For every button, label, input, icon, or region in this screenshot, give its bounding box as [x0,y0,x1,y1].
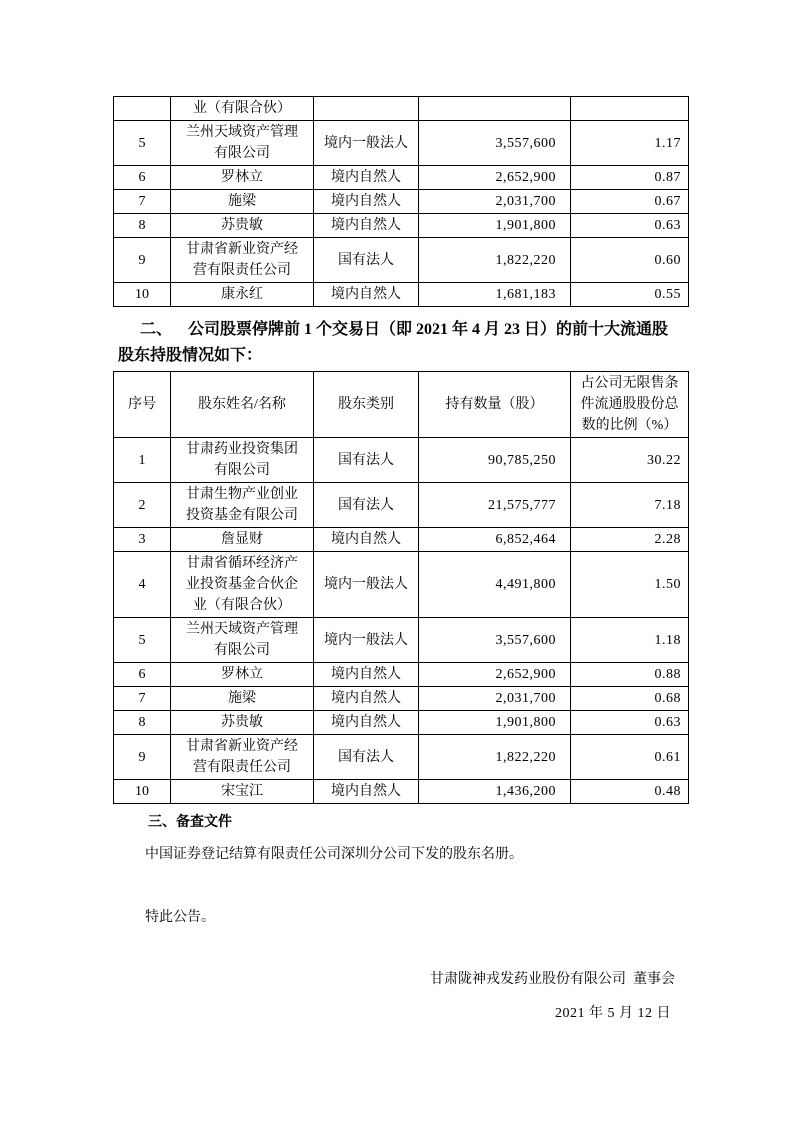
shareholder-shares: 1,901,800 [419,711,571,735]
shareholder-no: 6 [114,166,171,190]
shareholder-name: 业（有限合伙） [171,97,314,121]
shareholder-type: 境内自然人 [314,780,419,804]
shareholder-no [114,97,171,121]
shareholder-no: 5 [114,618,171,663]
shareholder-name: 甘肃省循环经济产业投资基金合伙企业（有限合伙） [171,552,314,618]
shareholder-name: 施梁 [171,190,314,214]
table-row [114,618,689,663]
header-row [114,372,689,438]
shareholder-no: 9 [114,238,171,283]
shareholder-shares: 4,491,800 [419,552,571,618]
shareholder-shares: 1,901,800 [419,214,571,238]
table-row [114,283,689,307]
table-row [114,780,689,804]
shareholder-ratio: 1.17 [571,121,689,166]
holders-table-pre-suspension-body [114,438,689,804]
shareholder-shares: 3,557,600 [419,121,571,166]
shareholder-type [314,97,419,121]
shareholder-no: 3 [114,528,171,552]
holders-table-partial-body [114,97,689,307]
shareholder-shares: 2,652,900 [419,166,571,190]
shareholder-ratio: 0.63 [571,214,689,238]
shareholder-name: 罗林立 [171,166,314,190]
shareholder-shares: 3,557,600 [419,618,571,663]
shareholder-shares: 1,681,183 [419,283,571,307]
shareholder-name: 苏贵敏 [171,711,314,735]
shareholder-shares [419,97,571,121]
table-row [114,238,689,283]
shareholder-name: 甘肃省新业资产经营有限责任公司 [171,238,314,283]
shareholder-name: 甘肃生物产业创业投资基金有限公司 [171,483,314,528]
shareholder-no: 8 [114,711,171,735]
shareholder-no: 6 [114,663,171,687]
shareholder-no: 5 [114,121,171,166]
shareholder-type: 境内自然人 [314,166,419,190]
header-ratio: 占公司无限售条件流通股股份总数的比例（%） [571,372,689,438]
shareholder-name: 罗林立 [171,663,314,687]
shareholder-ratio: 30.22 [571,438,689,483]
header-type: 股东类别 [314,372,419,438]
shareholder-no: 7 [114,190,171,214]
shareholder-ratio: 1.50 [571,552,689,618]
header-name: 股东姓名/名称 [171,372,314,438]
shareholder-shares: 6,852,464 [419,528,571,552]
shareholder-name: 宋宝江 [171,780,314,804]
shareholder-shares: 1,822,220 [419,238,571,283]
shareholder-ratio: 0.61 [571,735,689,780]
shareholder-no: 1 [114,438,171,483]
shareholder-ratio: 7.18 [571,483,689,528]
shareholder-type: 境内自然人 [314,214,419,238]
shareholder-no: 10 [114,780,171,804]
table-row [114,483,689,528]
table-row [114,711,689,735]
table-row [114,552,689,618]
shareholder-type: 境内自然人 [314,528,419,552]
shareholder-ratio: 0.67 [571,190,689,214]
table-row [114,528,689,552]
shareholder-shares: 21,575,777 [419,483,571,528]
table-row [114,214,689,238]
table-row [114,663,689,687]
section-2-heading-continued: 股东持股情况如下： [118,347,263,364]
section-3-heading: 三、备查文件 [148,815,232,830]
shareholder-type: 境内自然人 [314,283,419,307]
header-no: 序号 [114,372,171,438]
shareholder-name: 甘肃省新业资产经营有限责任公司 [171,735,314,780]
shareholder-ratio: 0.68 [571,687,689,711]
shareholder-shares: 1,822,220 [419,735,571,780]
holders-table-partial [113,96,689,307]
shareholder-shares: 1,436,200 [419,780,571,804]
signature-company: 甘肃陇神戎发药业股份有限公司 董事会 [430,972,675,987]
shareholder-shares: 2,031,700 [419,687,571,711]
reference-document-text: 中国证券登记结算有限责任公司深圳分公司下发的股东名册。 [145,847,523,862]
shareholder-type: 国有法人 [314,483,419,528]
table-row [114,97,689,121]
table-row [114,166,689,190]
shareholder-shares: 2,652,900 [419,663,571,687]
shareholder-shares: 90,785,250 [419,438,571,483]
shareholder-ratio: 0.55 [571,283,689,307]
shareholder-ratio: 0.63 [571,711,689,735]
shareholder-no: 8 [114,214,171,238]
shareholder-ratio: 0.88 [571,663,689,687]
section-2-heading [113,317,688,343]
shareholder-name: 苏贵敏 [171,214,314,238]
section-2-number: 二、 [140,321,173,338]
shareholder-type: 国有法人 [314,238,419,283]
shareholder-type: 境内自然人 [314,663,419,687]
shareholder-name: 甘肃药业投资集团有限公司 [171,438,314,483]
shareholder-ratio: 1.18 [571,618,689,663]
shareholder-ratio: 0.60 [571,238,689,283]
shareholder-ratio: 0.87 [571,166,689,190]
shareholder-type: 境内自然人 [314,687,419,711]
shareholder-type: 境内一般法人 [314,121,419,166]
shareholder-no: 2 [114,483,171,528]
table-row [114,438,689,483]
closing-text: 特此公告。 [145,910,215,925]
header-shares: 持有数量（股） [419,372,571,438]
shareholder-no: 10 [114,283,171,307]
shareholder-name: 詹显财 [171,528,314,552]
shareholder-type: 国有法人 [314,438,419,483]
shareholder-type: 境内自然人 [314,190,419,214]
shareholder-type: 国有法人 [314,735,419,780]
shareholder-name: 兰州天域资产管理有限公司 [171,618,314,663]
shareholder-no: 9 [114,735,171,780]
shareholder-shares: 2,031,700 [419,190,571,214]
shareholder-name: 施梁 [171,687,314,711]
shareholder-ratio: 2.28 [571,528,689,552]
table-row [114,735,689,780]
shareholder-type: 境内自然人 [314,711,419,735]
table-row [114,121,689,166]
table-row [114,190,689,214]
shareholder-type: 境内一般法人 [314,618,419,663]
holders-table-pre-suspension [113,371,689,804]
shareholder-type: 境内一般法人 [314,552,419,618]
shareholder-ratio [571,97,689,121]
shareholder-ratio: 0.48 [571,780,689,804]
shareholder-name: 兰州天域资产管理有限公司 [171,121,314,166]
section-2-title: 公司股票停牌前 1 个交易日（即 2021 年 4 月 23 日）的前十大流通股 [188,321,669,338]
shareholder-no: 4 [114,552,171,618]
shareholder-no: 7 [114,687,171,711]
shareholder-name: 康永红 [171,283,314,307]
signature-date: 2021 年 5 月 12 日 [555,1006,671,1021]
table-row [114,687,689,711]
